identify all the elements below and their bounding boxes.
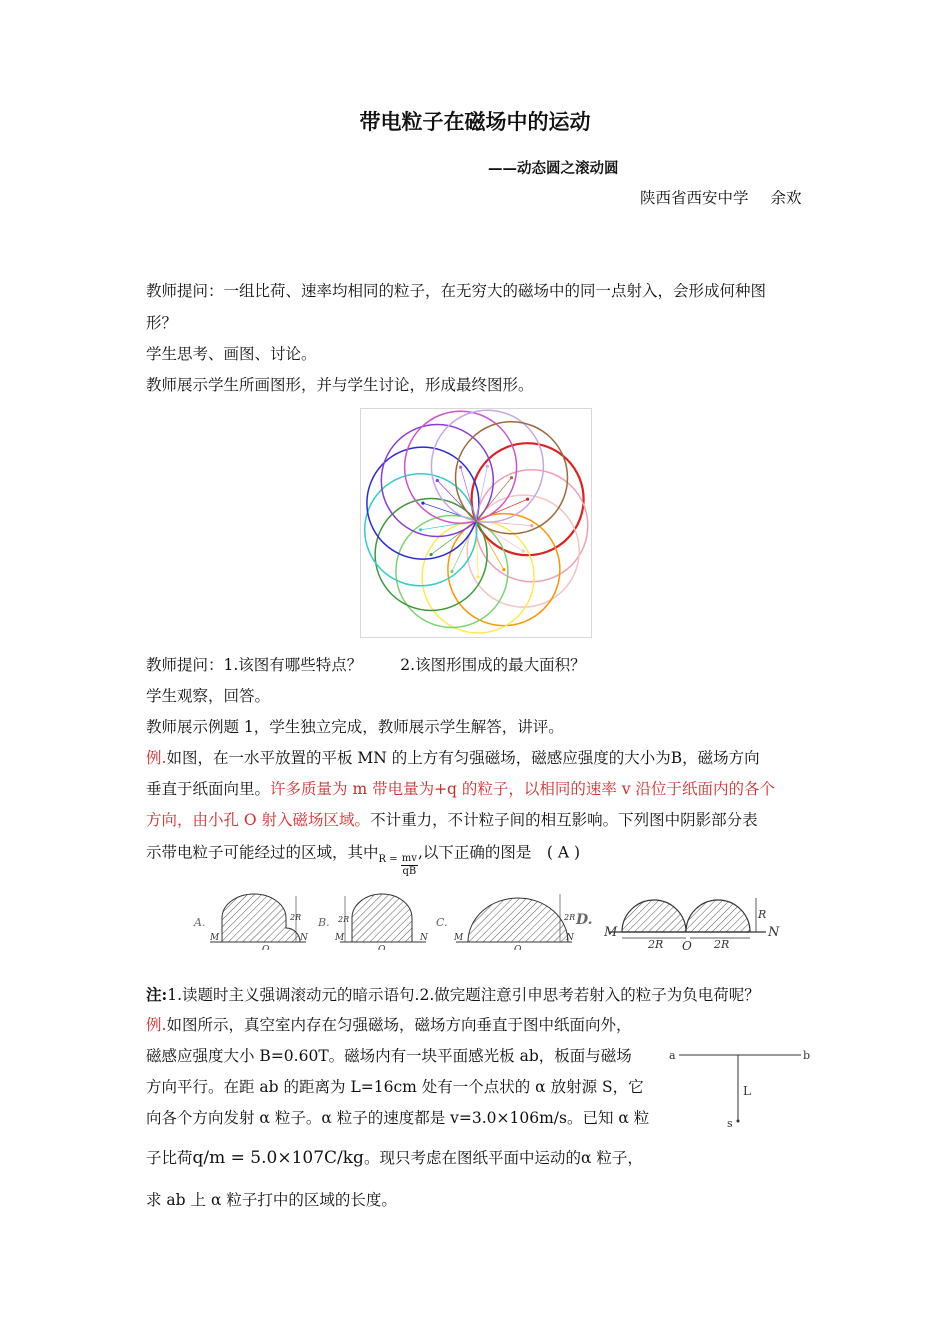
option-c-region [468, 898, 568, 942]
option-c-figure [436, 894, 575, 950]
option-b-n: N [420, 933, 428, 943]
example1-text1: 如图，在一水平放置的平板 MN 的上方有匀强磁场，磁感应强度的大小为B，磁场方向 [166, 749, 760, 767]
option-b-m: M [335, 933, 345, 943]
option-a-figure [193, 894, 309, 950]
option-d-o: O [682, 939, 692, 950]
option-a-r2: 2R [290, 913, 302, 922]
example1-text2a: 垂直于纸面向里。 [146, 780, 271, 798]
source-label-s: s [727, 1117, 733, 1130]
option-c-o: O [514, 945, 522, 950]
formula-denominator: qB [402, 866, 417, 877]
formula-R-label: R = [378, 854, 398, 865]
circle-center-dot [450, 570, 453, 573]
example1-text2b: 许多质量为 m 带电量为+q 的粒子，以相同的速率 v 沿位于纸面内的各个 [270, 780, 776, 798]
option-d-2r-right: 2R [714, 938, 730, 950]
example2-line5 [146, 1148, 643, 1168]
option-a-letter: A. [194, 916, 206, 929]
plate-label-b: b [803, 1049, 811, 1062]
note-label: 注: [146, 985, 168, 1004]
option-figures-svg [190, 888, 790, 950]
example1-text3a: 方向，由小孔 O 射入磁场区域。 [146, 811, 371, 829]
formula-fraction [401, 853, 418, 878]
option-d-letter: D. [576, 912, 593, 928]
option-a-region [222, 894, 300, 942]
plate-label-a: a [669, 1049, 676, 1062]
example1-line1 [146, 748, 760, 768]
option-c-r2: 2R [564, 913, 576, 922]
option-b-r2: 2R [338, 915, 350, 924]
example2-line4: 向各个方向发射 α 粒子。α 粒子的速度都是 v=3.0×106m/s。已知 α 粒 [146, 1109, 650, 1127]
example2-label: 例. [146, 1016, 167, 1034]
author-line [640, 186, 802, 208]
paragraph-question-1b: 形？ [146, 314, 178, 332]
rolling-circles-figure [360, 408, 592, 638]
example1-line3 [146, 810, 758, 830]
source-s-point [737, 1120, 740, 1123]
option-d-n: N [768, 925, 780, 940]
option-b-letter: B. [318, 916, 330, 929]
note-line [146, 985, 760, 1005]
example2-text5a: 子比荷 [146, 1149, 193, 1167]
option-d-2r-left: 2R [648, 938, 664, 950]
example1-text4b: ,以下正确的图是 ( A ) [417, 843, 581, 862]
example2-text1: 如图所示，真空室内存在匀强磁场，磁场方向垂直于图中纸面向外， [166, 1016, 632, 1034]
option-c-m: M [454, 933, 464, 943]
plate-source-svg [665, 1045, 815, 1135]
option-figures [190, 888, 790, 954]
option-a-m: M [210, 933, 220, 943]
option-d-figure [575, 898, 780, 950]
example1-text4a: 示带电粒子可能经过的区域，其中 [146, 843, 379, 862]
option-a-n: N [300, 933, 308, 943]
example2-text5b: 。现只考虑在图纸平面中运动的α 粒子， [363, 1149, 643, 1167]
question-area: 2.该图形围成的最大面积？ [400, 656, 586, 674]
option-a-o: O [262, 945, 270, 950]
option-d-region [622, 900, 750, 932]
example1-line4 [146, 841, 581, 877]
circle-center-dot [421, 502, 424, 505]
plate-source-figure [665, 1045, 815, 1139]
option-d-m: M [604, 925, 618, 940]
note-text: 1.读题时主义强调滚动元的暗示语句.2.做完题注意引申思考若射入的粒子为负电荷呢？ [167, 986, 760, 1004]
option-c-letter: C. [436, 916, 448, 929]
example2-line3: 方向平行。在距 ab 的距离为 L=16cm 处有一个点状的 α 放射源 S，它 [146, 1078, 644, 1096]
author-school: 陕西省西安中学 [640, 189, 749, 207]
paragraph-question-1a: 教师提问：一组比荷、速率均相同的粒子，在无穷大的磁场中的同一点射入，会形成何种图 [146, 282, 767, 300]
question-feature: 教师提问：1.该图有哪些特点？ [146, 656, 363, 674]
document-title: 带电粒子在磁场中的运动 [359, 110, 591, 134]
formula-R [378, 847, 418, 877]
example2-line6: 求 ab 上 α 粒子打中的区域的长度。 [146, 1191, 397, 1209]
paragraph-observe: 学生观察，回答。 [146, 687, 271, 705]
example1-line2 [146, 779, 775, 799]
example2-formula: q/m = 5.0×107C/kg [192, 1148, 364, 1168]
paragraph-students: 学生思考、画图、讨论。 [146, 345, 317, 363]
option-c-n: N [566, 933, 574, 943]
author-name: 余欢 [770, 189, 802, 207]
option-b-o: O [378, 945, 386, 950]
option-d-r: R [758, 908, 767, 921]
distance-label-L: L [743, 1084, 751, 1098]
rolling-circles-svg [361, 409, 591, 637]
example1-text3b: 不计重力，不计粒子间的相互影响。下列图中阴影部分表 [370, 811, 758, 829]
formula-numerator: mv [401, 853, 417, 864]
document-subtitle: ——动态圆之滚动圆 [488, 161, 619, 177]
example2-line1 [146, 1015, 631, 1035]
option-b-region [352, 894, 412, 942]
option-b-figure [317, 894, 429, 950]
example1-label: 例. [146, 749, 167, 767]
paragraph-example-intro: 教师展示例题 1，学生独立完成，教师展示学生解答，讲评。 [146, 718, 564, 736]
teacher-questions [146, 655, 586, 675]
example2-line2: 磁感应强度大小 B=0.60T。磁场内有一块平面感光板 ab，板面与磁场 [146, 1047, 632, 1065]
paragraph-teacher-show: 教师展示学生所画图形，并与学生讨论，形成最终图形。 [146, 376, 534, 394]
